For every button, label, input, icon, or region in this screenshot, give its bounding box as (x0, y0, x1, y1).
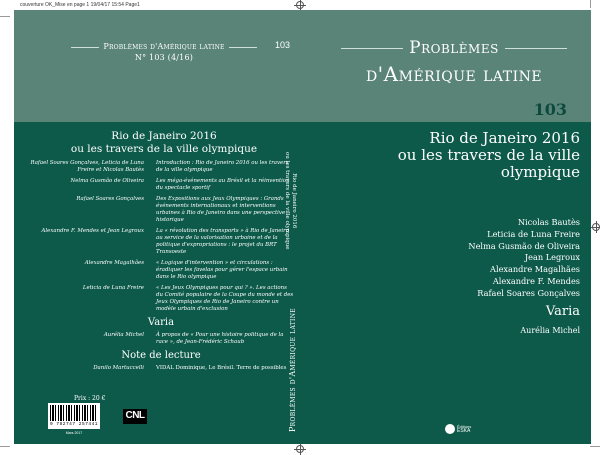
spine-title: Problèmes d'Amérique latine (288, 308, 297, 432)
eska-logo-icon (445, 424, 455, 434)
spine (280, 122, 310, 444)
front-issue-number: 103 (533, 100, 567, 119)
front-title-line2: d'Amérique latine (365, 62, 543, 86)
table-of-contents (28, 160, 294, 376)
crop-mark (0, 446, 10, 447)
crop-mark (590, 0, 591, 8)
price: Prix : 20 € (74, 395, 106, 402)
back-journal-title: Problèmes d'Amérique latine (103, 42, 225, 51)
front-title-line1: Problèmes (324, 38, 584, 58)
note-heading: Note de lecture (121, 350, 201, 361)
back-theme-title: Rio de Janeiro 2016 ou les travers de la ville olympique (70, 130, 258, 155)
front-theme-title: Rio de Janeiro 2016 ou les travers de la ville olympique (397, 129, 580, 181)
toc-entry: Rafael Soares Gonçalves, Leticia de Luna Freire et Nicolas Bautès Introduction : Rio de Janeiro 2016 ou les travers de la ville olympique (30, 160, 289, 173)
front-author-list: Nicolas Bautès Leticia de Luna Freire Nelma Gusmão de Oliveira Jean Legroux Alexandre Magalhães Alexandre F. Mendes Rafael Soares Gonçalves (468, 217, 580, 298)
crop-mark (590, 446, 600, 447)
registration-mark-icon (592, 223, 600, 231)
registration-mark-icon (296, 445, 304, 453)
toc-entry: Aurélia Michel À propos de « Pour une histoire politique de la race », de Jean-Frédéric Schaub (103, 332, 284, 345)
toc-entry: Danilo Martuccelli VIDAL Dominique, Le Brésil. Terre de possibles (93, 365, 287, 371)
toc-entry: Nelma Gusmão de Oliveira Les méga-événements au Brésil et la réinvention du spectacle sportif (70, 178, 290, 191)
crop-mark (0, 16, 10, 17)
registration-mark-icon (296, 1, 304, 9)
book-cover (14, 10, 591, 444)
front-varia-author: Aurélia Michel (520, 326, 580, 335)
front-varia-heading: Varia (545, 304, 580, 319)
barcode: 9 782747 257441 (48, 403, 100, 429)
back-journal-header (64, 41, 264, 63)
varia-heading: Varia (147, 317, 175, 328)
toc-entry: Rafael Soares Gonçalves Des Expositions aux Jeux Olympiques : Grands événements internationaux et interventions urbaines à Rio de Janeiro dans une perspective historique (76, 196, 286, 223)
spine-subtitle: Rio de Janeiro 2016 ou les travers de la ville olympique (284, 152, 297, 250)
publisher-logo: Éditions ESKA (445, 424, 471, 434)
cnl-logo: CNL (123, 409, 147, 424)
print-slug: couverture OK_Mise en page 1 19/04/17 15:54 Page1 (20, 2, 140, 8)
back-issue-number: N° 103 (4/16) (134, 53, 194, 62)
toc-entry: Alexandre F. Mendes et Jean Legroux La « révolution des transports » à Rio de Janeiro au service de la valorisation urbaine et de la politique d'expropriations : le projet du BRT Transoeste (41, 228, 289, 255)
spine-issue-number: 103 (275, 40, 291, 50)
toc-entry: Leticia de Luna Freire « Les Jeux Olympiques pour qui ? ». Les actions du Comité populaire de la Coupe du monde et des Jeux Olympiques de Rio de Janeiro contre un modèle urbain d'exclusion (82, 285, 294, 312)
toc-entry: Alexandre Magalhães « Logique d'intervention » et circulations : éradiquer les favelas pour gérer l'espace urbain dans le Rio olympique (84, 260, 288, 280)
publication-date: Mars 2017 (65, 431, 83, 435)
